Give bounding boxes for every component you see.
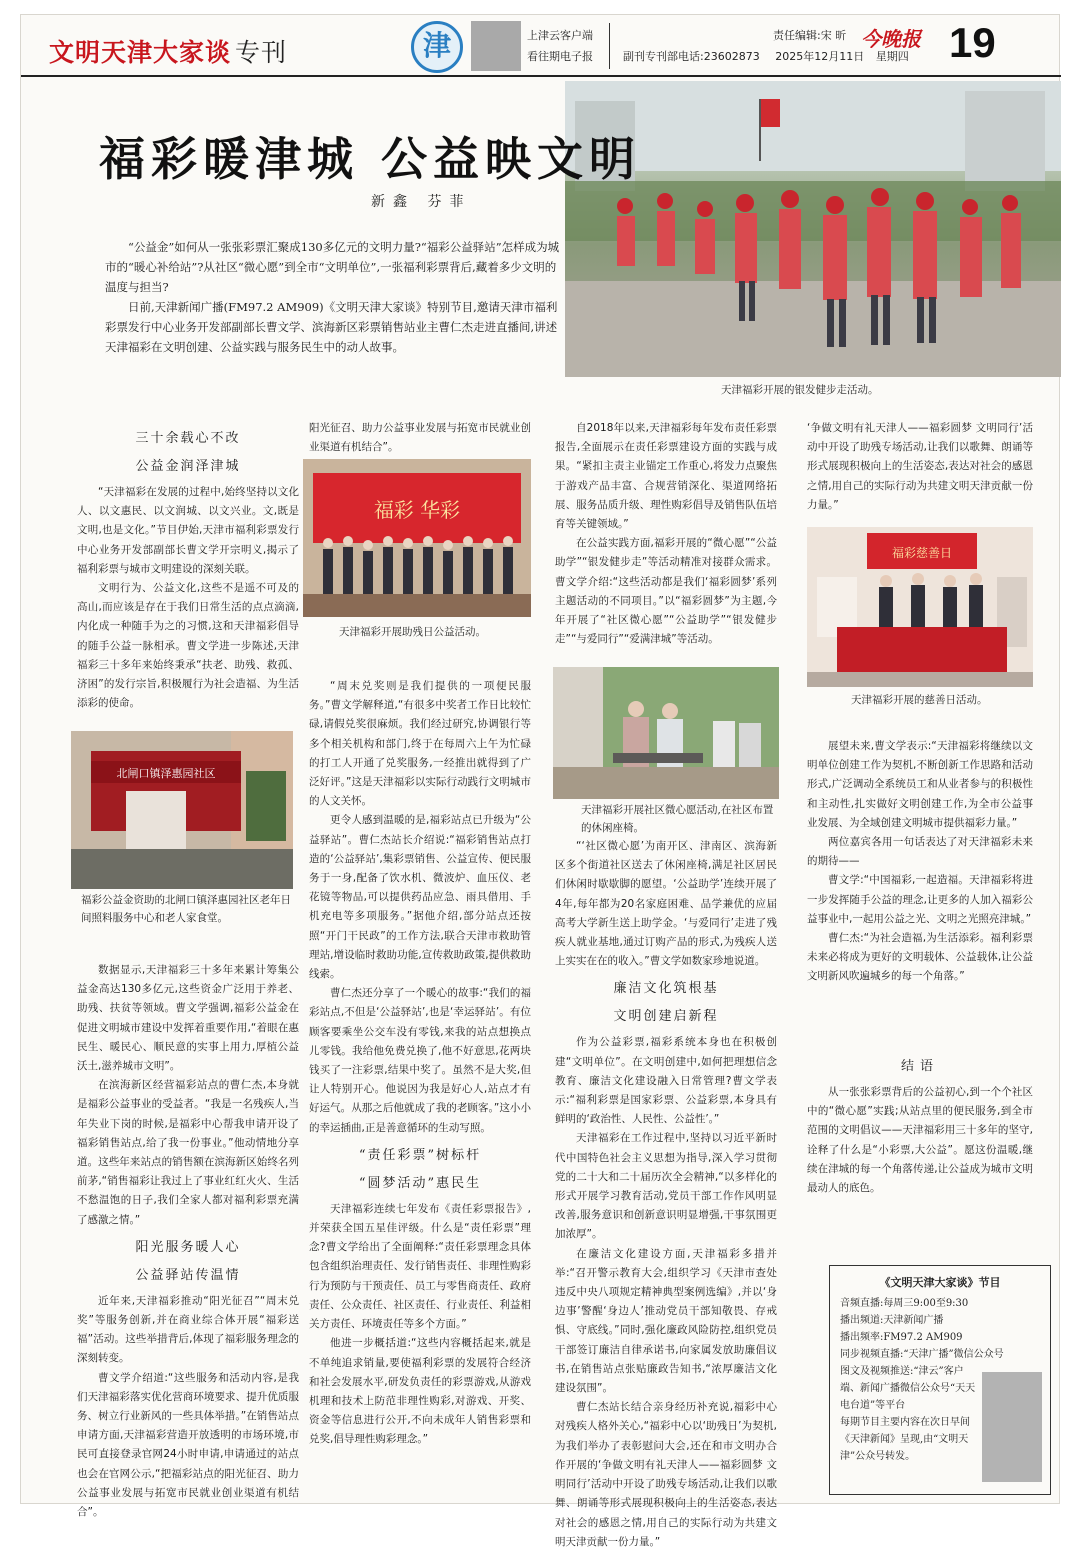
paragraph: 曹文学:“中国福彩,一起造福。天津福彩将进一步发挥随手公益的理念,让更多的人加入福彩公益事业中,一起用公益之光、文明之光照亮津城。” xyxy=(807,874,1033,925)
station-sign-text: 北闸口镇泽惠园社区 xyxy=(116,767,216,780)
subhead-1b: 公益金润泽津城 xyxy=(135,459,241,474)
newspaper-page xyxy=(20,14,1060,1548)
column-4-body xyxy=(807,737,1033,1037)
subhead-4a: 廉洁文化筑根基 xyxy=(613,981,719,997)
paragraph: “天津福彩在发展的过程中,始终坚持以文化人、以文惠民、以文润城、以文兴业。文,既是文明,也是文化。”节目伊始,天津市福利彩票发行中心业务开发部副部长曹文学开宗明义,揭示了福利彩票与城市文明建设的深刻关联。 xyxy=(77,486,299,575)
subhead-2b: 公益驿站传温情 xyxy=(135,1267,241,1283)
intro-lead xyxy=(105,237,561,357)
subhead-1a: 三十余载心不改 xyxy=(135,431,241,446)
issue-date: 2025年12月11日 xyxy=(775,50,865,63)
photo-station xyxy=(71,731,293,889)
paper-logo: 今晚报 xyxy=(861,27,921,51)
subhead-3b: “圆梦活动”惠民生 xyxy=(358,1175,482,1191)
subhead-3a: “责任彩票”树标杆 xyxy=(358,1147,482,1163)
qr-code-icon[interactable] xyxy=(982,1372,1042,1482)
station-illustration xyxy=(71,731,293,889)
paragraph: 他进一步概括道:“这些内容概括起来,就是不单纯追求销量,要使福利彩票的发展符合经济和社会发展水平,研发负责任的彩票游戏,从游戏机理和技术上防范非理性购彩,对游戏、开奖、资金等信息进行公开,不向未成年人销售彩票和兑奖,倡导理性购彩理念。” xyxy=(309,1337,531,1446)
caption-charity-day: 天津福彩开展的慈善日活动。 xyxy=(851,694,988,706)
column-2-body xyxy=(309,677,531,1497)
app-promo xyxy=(527,25,593,67)
program-line: 播出频率:FM97.2 AM909 xyxy=(840,1332,963,1343)
conclusion-paragraph: 从一张张彩票背后的公益初心,到一个个社区中的“微心愿”实践;从站点里的便民服务,到全市范围的文明倡议——天津福彩用三十多年的坚守,诠释了什么是“小彩票,大公益”。愿这份温暖,继续在津城的每一个角落传递,让公益成为城市文明最动人的底色。 xyxy=(807,1086,1033,1195)
section-title xyxy=(49,33,287,69)
program-line: 同步视频直播:“天津广播”微信公众号 xyxy=(840,1349,1004,1360)
photo-disabled-day xyxy=(303,459,531,617)
program-line: 每期节目主要内容在次日早间《天津新闻》呈现,由“文明天津”公众号转发。 xyxy=(840,1417,970,1462)
column-3-top xyxy=(555,419,777,663)
paragraph: 数据显示,天津福彩三十多年来累计筹集公益金高达130多亿元,这些资金广泛用于养老、助残、扶贫等领域。曹文学强调,福彩公益金在促进文明城市建设中发挥着重要作用,“着眼在惠民生、暖民心、顺民意的实事上用力,厚植公益沃土,滋养城市文明”。 xyxy=(77,964,299,1073)
paragraph: 作为公益彩票,福彩系统本身也在积极创建“文明单位”。在文明创建中,如何把理想信念教育、廉洁文化建设融入日常管理?曹文学表示:“福利彩票是国家彩票、公益彩票,本身具有鲜明的‘政治性、人民性、公益性’。” xyxy=(555,1036,777,1126)
stage-banner-text: 福彩 华彩 xyxy=(373,498,461,522)
intro-paragraph-2: 日前,天津新闻广播(FM97.2 AM909)《文明天津大家谈》特别节目,邀请天津市福利彩票发行中心业务开发部副部长曹文学、滨海新区彩票销售站业主曹仁杰走进直播间,讲述天津福彩在文明创建、公益实践与服务民生中的动人故事。 xyxy=(105,300,558,354)
program-box-title: 《文明天津大家谈》节目 xyxy=(879,1276,1001,1289)
intro-paragraph-1: “公益金”如何从一张张彩票汇聚成130多亿元的文明力量?“福彩公益驿站”怎样成为城市的“暖心补给站”?从社区“微心愿”到全市“文明单位”,一张福利彩票背后,藏着多少文明的温度与担当? xyxy=(105,240,560,294)
paragraph: “‘社区微心愿’为南开区、津南区、滨海新区多个街道社区送去了休闲座椅,满足社区居民们休闲时歇歇脚的愿望。‘公益助学’连续开展了4年,每年都为20名家庭困难、品学兼优的应届高考大学新生送上助学金。‘与爱同行’走进了残疾人就业基地,通过订购产品的形式,为残疾人送上实实在在的收入。”曹文学如数家珍地说道。 xyxy=(555,840,777,968)
app-line-2: 看往期电子报 xyxy=(527,50,593,63)
paragraph-continuation: 阳光征召、助力公益事业发展与拓宽市民就业创业渠道有机结合”。 xyxy=(309,422,531,454)
paragraph: 展望未来,曹文学表示:“天津福彩将继续以文明单位创建工作为契机,不断创新工作思路和活动形式,广泛调动全系统员工和从业者参与的积极性和主动性,扎实做好文明创建工作,为全市公益事业发展、为全域创建文明城市提供福彩力量。” xyxy=(807,740,1033,829)
paragraph: 曹仁杰还分享了一个暖心的故事:“我们的福彩站点,不但是‘公益驿站’,也是‘幸运驿站’。有位顾客要乘坐公交车没有零钱,来我的站点想换点儿零钱。我给他免费兑换了,他不好意思,花两块钱买了一注彩票,结果中奖了。虽然不是大奖,但让人特别开心。他说因为我是好心人,站点才有好运气。从那之后他就成了我的老顾客。”这小小的幸运插曲,正是善意循环的生动写照。 xyxy=(309,987,531,1134)
program-info-box xyxy=(829,1265,1051,1495)
caption-disabled-day: 天津福彩开展助残日公益活动。 xyxy=(339,626,486,638)
paragraph-continuation: ‘争做文明有礼天津人——福彩圆梦 文明同行’活动中开设了助残专场活动,让我们以歌舞、朗诵等形式展现积极向上的生活姿态,表达对社会的感恩之情,用自己的实际行动为共建文明天津贡献一份力量。” xyxy=(807,422,1033,511)
byline: 新鑫 芬菲 xyxy=(371,194,472,210)
caption-walk: 天津福彩开展的银发健步走活动。 xyxy=(721,384,879,396)
charity-sign-text: 福彩慈善日 xyxy=(891,546,953,560)
charity-illustration xyxy=(807,527,1033,687)
stage-illustration xyxy=(303,459,531,617)
section-title-text: 文明天津大家谈 xyxy=(49,38,232,67)
caption-station: 福彩公益金资助的北闸口镇泽惠园社区老年日间照料服务中心和老人家食堂。 xyxy=(81,894,291,924)
photo-community-seats xyxy=(553,667,779,799)
subhead-4b: 文明创建启新程 xyxy=(613,1009,719,1025)
program-line: 音频直播:每周三9:00至9:30 xyxy=(840,1298,969,1309)
paragraph: 在滨海新区经营福彩站点的曹仁杰,本身就是福彩公益事业的受益者。“我是一名残疾人,当年失业下岗的时候,是福彩中心帮我申请开设了福彩销售站点,给了我一份事业。”他动情地分享道。这些年来站点的销售额在滨海新区始终名列前茅,“销售福彩让我过上了事业红红火火、生活不愁温饱的日子,我们全家人都对福利彩票充满了感激之情。” xyxy=(77,1079,299,1226)
column-3-body xyxy=(555,837,777,1548)
editor-credit: 责任编辑:宋 昕 xyxy=(773,29,847,42)
paragraph: 天津福彩在工作过程中,坚持以习近平新时代中国特色社会主义思想为指导,深入学习贯彻党的二十大和二十届历次全会精神,“以多样化的形式开展学习教育活动,党员干部工作作风明显改善,服务意识和创新意识明显增强,干事氛围更加浓厚”。 xyxy=(555,1132,777,1241)
paragraph: 文明行为、公益文化,这些不是遥不可及的高山,而应该是存在于我们日常生活的点点滴滴,内化成一种随手为之的习惯,这和天津福彩倡导的随手公益一脉相承。曹文学进一步陈述,天津福彩三十多年来始终秉承“扶老、助残、救孤、济困”的发行宗旨,积极履行为社会造福、为生活添彩的使命。 xyxy=(77,582,299,710)
headline: 福彩暖津城 公益映文明 xyxy=(99,132,642,186)
issue-weekday: 星期四 xyxy=(875,50,909,63)
conclusion-heading: 结语 xyxy=(900,1059,939,1074)
seats-illustration xyxy=(553,667,779,799)
paragraph: 曹仁杰站长结合亲身经历补充说,福彩中心对残疾人格外关心,“福彩中心以‘助残日’为契机,为我们举办了表彰慰问大会,还在和市文明办合作开展的‘争做文明有礼天津人——福彩圆梦 文明同行’活动中开设了助残专场活动,让我们以歌舞、朗诵等形式展现积极向上的生活姿态,表达对社会的感恩之情,用自己的实际行动为共建文明天津贡献一份力量。” xyxy=(555,1401,777,1548)
paragraph: 在廉洁文化建设方面,天津福彩多措并举:“召开警示教育大会,组织学习《天津市查处违反中央八项规定精神典型案例选编》,并以‘身边事’警醒‘身边人’推动党员干部知敬畏、存戒惧、守底线。”同时,强化廉政风险防控,组织党员干部签订廉洁自律承诺书,向家属发放助廉倡议书,在销售站点张贴廉政告知书,“浓厚廉洁文化建设氛围”。 xyxy=(555,1247,777,1395)
column-2-top xyxy=(309,419,531,459)
page-header xyxy=(21,15,1061,77)
qr-code-icon[interactable] xyxy=(471,21,521,71)
paragraph: 更令人感到温暖的是,福彩站点已升级为“公益驿站”。曹仁杰站长介绍说:“福彩销售站点打造的‘公益驿站’,集彩票销售、公益宣传、便民服务于一身,配备了饮水机、微波炉、血压仪、老花镜等物品,可以提供药品应急、雨具借用、手机充电等多项服务。”据他介绍,部分站点还按照“开门干民政”的工作方法,联合天津市救助管理站,增设临时救助功能,宣传救助政策,提供救助线索。 xyxy=(309,814,531,981)
caption-community-seats: 天津福彩开展社区微心愿活动,在社区布置的休闲座椅。 xyxy=(581,804,774,834)
column-4-top xyxy=(807,419,1033,521)
conclusion-block xyxy=(807,1049,1033,1259)
app-line-1: 上津云客户端 xyxy=(527,29,593,42)
paragraph: 在公益实践方面,福彩开展的“微心愿”“公益助学”“银发健步走”等活动精准对接群众需求。曹文学介绍:“这些活动都是我们‘福彩圆梦’系列主题活动的不同项目。”以“福彩圆梦”为主题,今年开展了“社区微心愿”“公益助学”“银发健步走”“与爱同行”“爱满津城”等活动。 xyxy=(555,537,777,646)
paragraph: 近年来,天津福彩推动“阳光征召”“周末兑奖”等服务创新,并在商业综合体开展“福彩送福”活动。这些举措背后,体现了福彩服务理念的深刻转变。 xyxy=(77,1294,299,1365)
jin-logo-icon: 津 xyxy=(411,21,463,73)
program-line: 图文及视频推送:“津云”客户端、新闻广播微信公众号“天天电台道”等平台 xyxy=(840,1366,976,1411)
subhead-2a: 阳光服务暖人心 xyxy=(135,1239,241,1255)
program-line: 播出频道:天津新闻广播 xyxy=(840,1315,944,1326)
section-suffix: 专刊 xyxy=(235,38,288,67)
column-1-bottom xyxy=(77,961,299,1519)
paragraph: 自2018年以来,天津福彩每年发布责任彩票报告,全面展示在责任彩票建设方面的实践与成果。“紧扣主责主业锚定工作重心,将发力点聚焦于游戏产品丰富、合规营销深化、渠道网络拓展、服务品质升级、理性购彩倡导及销售队伍培育等关键领域。” xyxy=(555,422,777,531)
photo-charity-day xyxy=(807,527,1033,687)
paragraph: “周末兑奖则是我们提供的一项便民服务。”曹文学解释道,“有很多中奖者工作日比较忙碌,请假兑奖很麻烦。我们经过研究,协调银行等多个相关机构和部门,终于在每周六上午为忙碌的打工人开通了兑奖服务,一经推出就得到了广泛好评。”这是天津福彩以实际行动践行文明城市的人文关怀。 xyxy=(309,680,531,808)
column-1-top xyxy=(77,421,299,721)
paragraph: 曹仁杰:“为社会造福,为生活添彩。福利彩票未来必将成为更好的文明载体、公益载体,让公益文明新风吹遍城乡的每一个角落。” xyxy=(807,932,1033,983)
dept-phone: 副刊专刊部电话:23602873 xyxy=(623,50,760,63)
header-divider xyxy=(609,23,610,69)
paragraph: 天津福彩连续七年发布《责任彩票报告》,并荣获全国五星佳评级。什么是“责任彩票”理念?曹文学给出了全面阐释:“责任彩票理念具体包含组织治理责任、发行销售责任、非理性购彩行为预防与干预责任、员工与零售商责任、政府责任、公众责任、社区责任、行业责任、利益相关方责任、环境责任等多个方面。” xyxy=(309,1202,531,1331)
paragraph: 两位嘉宾各用一句话表达了对天津福彩未来的期待—— xyxy=(807,836,1033,868)
paragraph: 曹文学介绍道:“这些服务和活动内容,是我们天津福彩落实优化营商环境要求、提升优质服务、树立行业新风的一些具体举措。”在销售站点申请方面,天津福彩营造开放透明的市场环境,市民可直接登录官网24小时申请,申请通过的站点也会在官网公示,“把福彩站点的阳光征召、助力公益事业发展与拓宽市民就业创业渠道有机结合”。 xyxy=(77,1371,299,1519)
page-number: 19 xyxy=(949,19,996,66)
